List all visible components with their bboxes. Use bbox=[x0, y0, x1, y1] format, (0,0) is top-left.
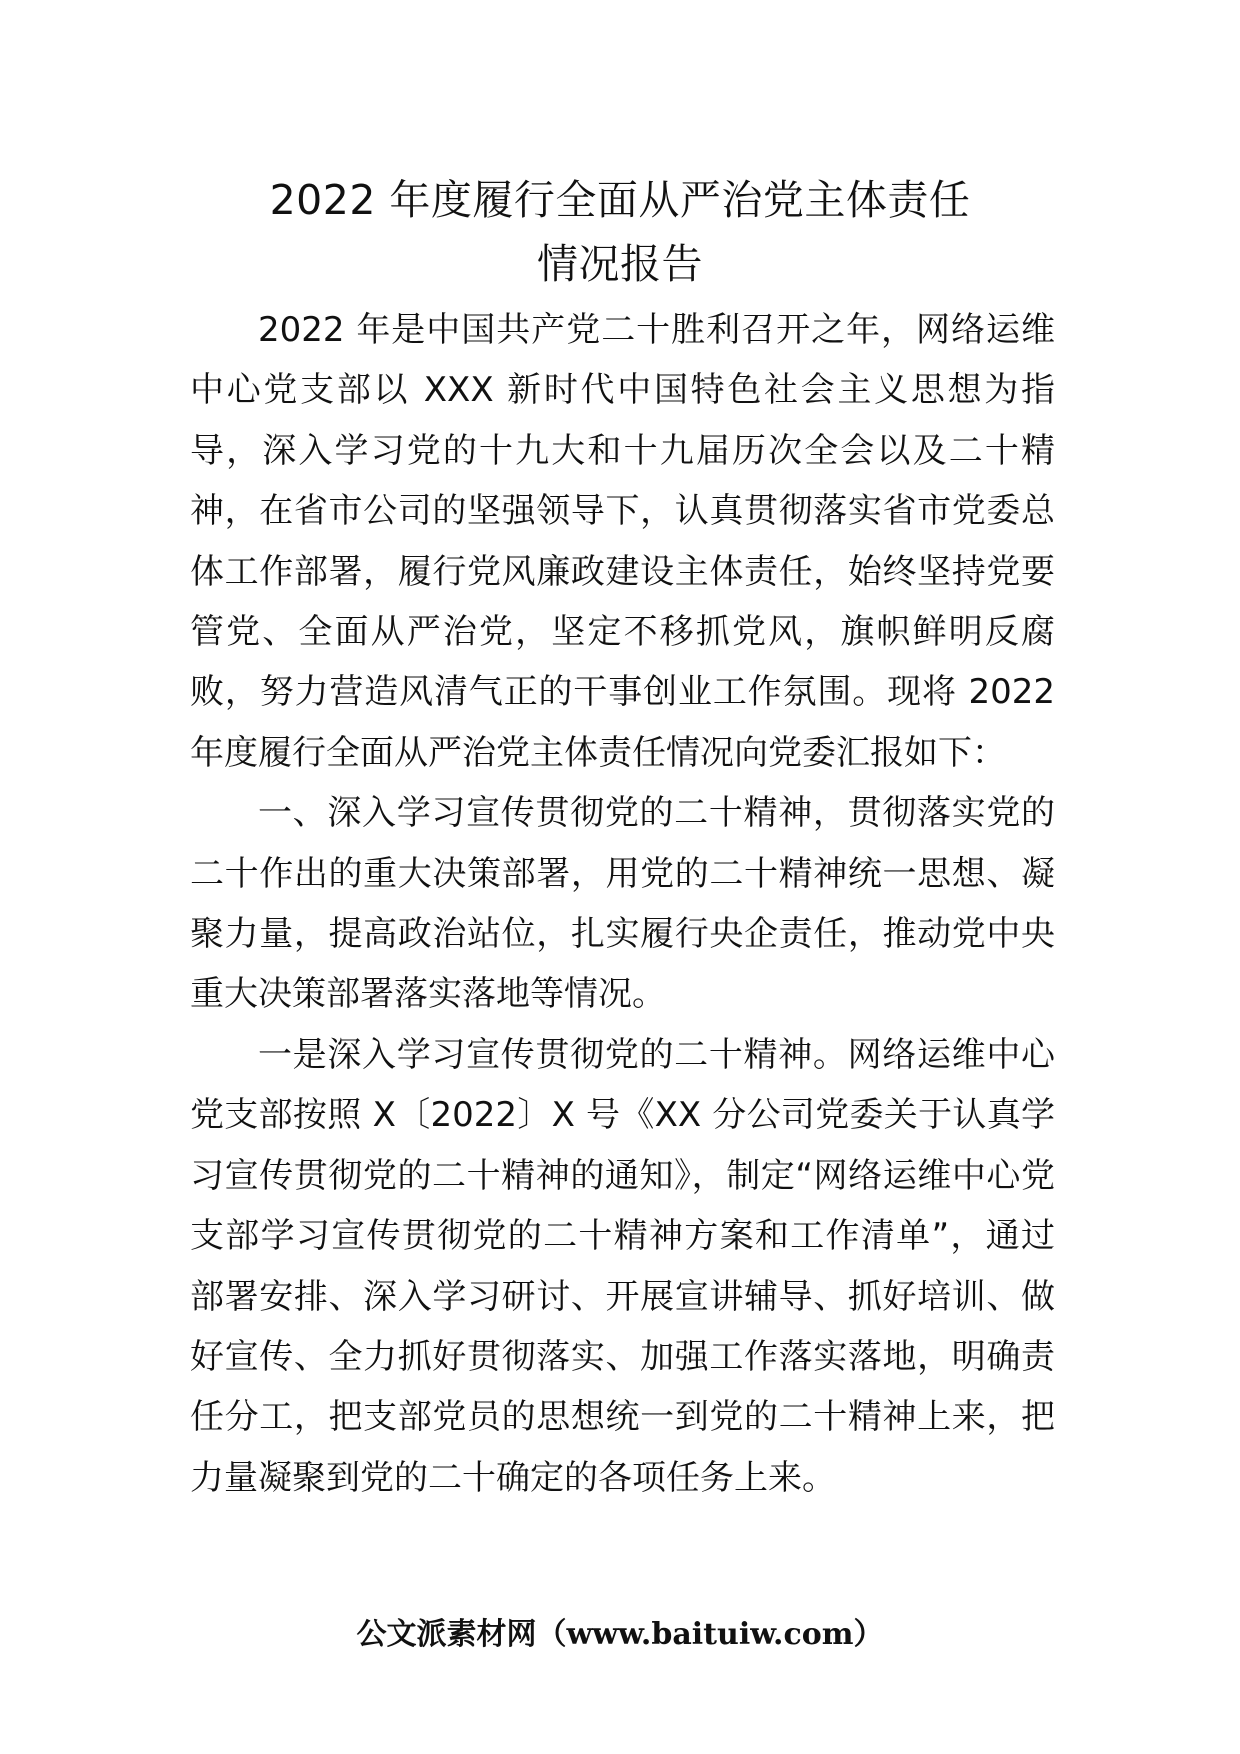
document-title-line-1: 2022 年度履行全面从严治党主体责任 bbox=[269, 176, 971, 224]
footer-watermark: 公文派素材网（www.baituiw.com） bbox=[356, 1617, 884, 1652]
document-body bbox=[190, 300, 1055, 1508]
paragraph-section-one: 一、深入学习宣传贯彻党的二十精神，贯彻落实党的二十作出的重大决策部署，用党的二十精神统一思想、凝聚力量，提高政治站位，扎实履行央企责任，推动党中央重大决策部署落实落地等情况。 bbox=[190, 793, 1055, 1015]
paragraph-intro: 2022 年是中国共产党二十胜利召开之年，网络运维中心党支部以 XXX 新时代中国特色社会主义思想为指导，深入学习党的十九大和十九届历次全会以及二十精神，在省市公司的坚强领导下，认真贯彻落实省市党委总体工作部署，履行党风廉政建设主体责任，始终坚持党要管党、全面从严治党，坚定不移抓党风，旗帜鲜明反腐败，努力营造风清气正的干事创业工作氛围。现将 2022 年度履行全面从严治党主体责任情况向党委汇报如下： bbox=[190, 310, 1055, 773]
paragraph-point-one: 一是深入学习宣传贯彻党的二十精神。网络运维中心党支部按照 X〔2022〕X 号《XX 分公司党委关于认真学习宣传贯彻党的二十精神的通知》，制定“网络运维中心党支部学习宣传贯彻党的二十精神方案和工作清单”，通过部署安排、深入学习研讨、开展宣讲辅导、抓好培训、做好宣传、全力抓好贯彻落实、加强工作落实落地，明确责任分工，把支部党员的思想统一到党的二十精神上来，把力量凝聚到党的二十确定的各项任务上来。 bbox=[190, 1034, 1055, 1498]
document-title-line-2: 情况报告 bbox=[537, 240, 703, 288]
